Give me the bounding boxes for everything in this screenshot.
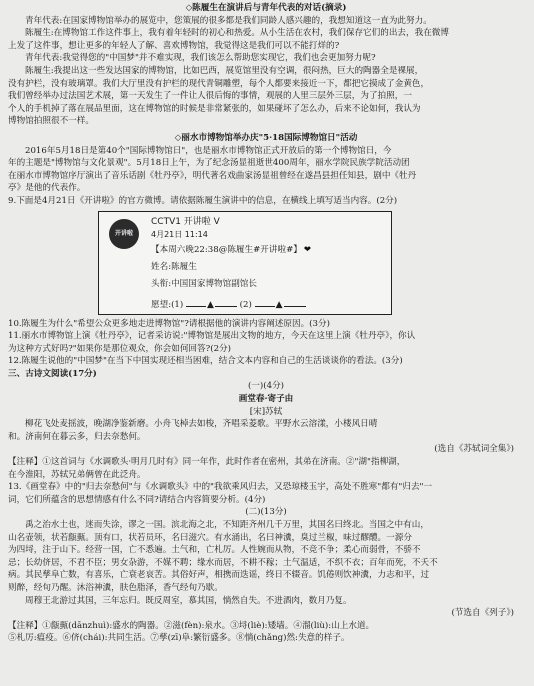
weibo-tag-text: 【本周六晚22:38@陈履生#开讲啦#】	[151, 244, 302, 255]
passage-line: 病。其民孳阜亡数，有喜乐，亡衰老哀苦。其俗好声，相携而迭谣，终日不辍音。饥倦则饮神瀵，力志和平，过	[8, 570, 430, 581]
dialogue-line: 陈履生:在博物馆工作这件事上，我有着年轻时的初心和热爱。从小生活在农村，我们保存它们的出去，我在微博	[25, 28, 449, 39]
weibo-account: CCTV1 开讲啦 V	[151, 216, 220, 227]
question-13: 13.《画堂春》中的"归去奈愁何"与《水调歌头》中的"我欲乘风归去，又恐琼楼玉宇，高处不胜寒"都有"归去"一	[8, 482, 433, 493]
museum-day-line: 在丽水市博物馆序厅演出了音乐话剧《牡丹亭》，明代著名戏曲家汤显祖曾经在遂昌县担任知县，剧中《牡丹	[8, 170, 417, 181]
weibo-title: 头衔:中国国家博物馆副馆长	[151, 278, 258, 289]
triangle-icon: ▲	[275, 299, 283, 310]
weibo-name: 姓名:陈履生	[151, 261, 197, 272]
heart-icon: ❤	[303, 244, 312, 255]
passage-line: 禹之治水土也，迷而失涂，谬之一国。滨北海之北，不知距齐州几千万里，其国名曰终北。当国之中有山，	[25, 520, 429, 530]
weibo-ideal-line	[151, 298, 306, 312]
weibo-time: 4月21日 11:14	[151, 229, 208, 239]
question-9: 9.下面是4月21日《开讲啦》的官方微博。请依据陈履生演讲中的信息，在横线上填写适当内容。(2分)	[8, 195, 398, 206]
question-10: 10.陈履生为什么"希望公众更多地走进博物馆"?请根据他的演讲内容阐述原因。(3分)	[8, 318, 330, 329]
ideal-label-1: 愿望:(1)	[151, 299, 184, 310]
dialogue-line: 陈履生:我提出这一些发达国家的博物馆，比如巴西，展览馆里没有空调，很闷热，巨大的陶器全是裸展，	[25, 65, 424, 76]
ideal-label-2: (2)	[239, 299, 252, 310]
answer-blank-2b[interactable]	[284, 298, 306, 307]
passage-number: (二)(13分)	[245, 507, 287, 518]
passage-note: 【注释】①甔甀(dānzhuì):盛水的陶器。②滋(fèn):泉水。③埒(liè):矮墙。④溜(liù):山上水道。	[8, 620, 375, 631]
triangle-icon: ▲	[207, 299, 214, 310]
passage-source: (节选自《列子》)	[451, 608, 514, 619]
poem-note: 【注释】①这首词与《水调歌头·明月几时有》同一年作，此时作者在密州，其弟在济南。②"湖"指柳湖，	[8, 457, 406, 468]
passage-line: 忌；长幼侪居，不君不臣；男女杂游，不媒不聘；缘水而居，不耕不稼；土气温适，不织不衣；百年而死，不夭不	[8, 557, 438, 568]
poem-number: (一)(4分)	[247, 381, 285, 392]
question-11-cont: 为这种方式好吗?"如果你是那位观众，你会如何回答?(2分)	[8, 343, 231, 354]
question-11: 11.丽水市博物馆上演《牡丹亭》，记者采访说:"博物馆是展出文物的地方，今天在这里上演《牡丹亭》，你认	[8, 331, 416, 342]
question-13-cont: 词，它们所蕴含的思想情感有什么不同?请结合内容简要分析。(4分)	[8, 494, 266, 505]
answer-blank-1b[interactable]	[215, 298, 237, 307]
question-12: 12.陈履生说他的"中国梦"在当下中国实现还相当困难，结合文本内容和自己的生活谈谈你的看法。(3分)	[8, 356, 403, 367]
poem-line: 柳花飞处麦摇波，晚湖净鉴新磨。小舟飞棹去如梭，齐唱采菱歌。平野水云溶漾，小楼风日晴	[25, 419, 378, 430]
passage-note: ⑤札厉:瘟疫。⑥侪(chái):共同生活。⑦孳(zī)阜:繁衍盛多。⑧惝(chǎng)然:失意的样子。	[8, 633, 350, 644]
museum-day-line: 2016年5月18日是第40个"国际博物馆日"，也是丽水市博物馆正式开放后的第一个博物馆日，今	[25, 145, 392, 156]
dialogue-line: 我们曾经举办过法国艺术展，第一天发生了一件让人很后悔的事情，观展的人里三层外三层，为了拍照，一	[8, 91, 412, 102]
answer-blank-1a[interactable]	[186, 298, 206, 307]
dialogue-line: 上发了这件事，想让更多的年轻人了解、喜欢博物馆，我觉得这是我们可以不能打烊的?	[8, 40, 340, 51]
museum-day-line: 年的主题是"博物馆与文化景观"。5月18日上午，为了纪念汤显祖逝世400周年，丽水学院民族学院活动团	[8, 158, 410, 169]
section-3-heading: 三、古诗文阅读(17分)	[8, 368, 97, 379]
dialogue-heading: ◇陈履生在演讲后与青年代表的对话(摘录)	[185, 3, 347, 13]
museum-day-line: 亭》是他的代表作。	[8, 183, 86, 194]
poem-title: 画堂春·寄子由	[238, 394, 294, 405]
passage-line: 周穆王北游过其国，三年忘归。既反周室，慕其国，惝然自失。不进酒肉，数月乃复。	[25, 595, 352, 606]
poem-line: 和。济南何在暮云多，归去奈愁何。	[8, 431, 146, 442]
passage-line: 为四埒，注于山下。经营一国，亡不悉遍。土气和，亡札厉。人性婉而从物，不竞不争；柔心而弱骨，不骄不	[8, 545, 421, 556]
weibo-card	[98, 211, 392, 315]
poem-author: [宋]苏轼	[249, 406, 283, 417]
weibo-tag-line	[151, 244, 311, 257]
avatar: 开讲啦	[109, 219, 139, 249]
dialogue-line: 博物馆拍照很不一样。	[8, 116, 94, 127]
dialogue-line: 青年代表:我觉得您的"中国梦"并不难实现，我们该怎么帮助您实现它，我们也会更加努力呢?	[25, 53, 376, 64]
dialogue-line: 个人的手机掉了落在展品里面，这在博物馆的时候是非常紧张的，如果碰坏了怎么办，后来不论如何，我认为	[8, 103, 421, 114]
poem-source: (选自《苏轼词全集》)	[434, 444, 514, 455]
museum-day-heading: ◇丽水市博物馆举办庆"5·18国际博物馆日"活动	[174, 132, 358, 143]
answer-blank-2a[interactable]	[255, 298, 275, 307]
passage-line: 山名壶领，状若甔甀。顶有口，状若员环，名曰滋穴。有水涌出，名曰神瀵，臭过兰椒，味过醪醴。一源分	[8, 532, 412, 543]
dialogue-line: 没有护栏，没有玻璃罩。我们大厅里没有护栏的现代青铜雕塑，每个人都要来接近一下，都把它摸成了金黄色，	[8, 78, 430, 89]
poem-note: 在今淮阳，苏轼兄弟俩曾在此泛舟。	[8, 469, 146, 480]
passage-line: 则醉，经旬乃醒。沐浴神瀵，肤色脂泽，香气经旬乃歇。	[8, 582, 223, 593]
dialogue-line: 青年代表:在国家博物馆举办的展览中，您策展的很多都是我们同龄人感兴趣的，我想知道这一直为此努力。	[25, 15, 432, 26]
